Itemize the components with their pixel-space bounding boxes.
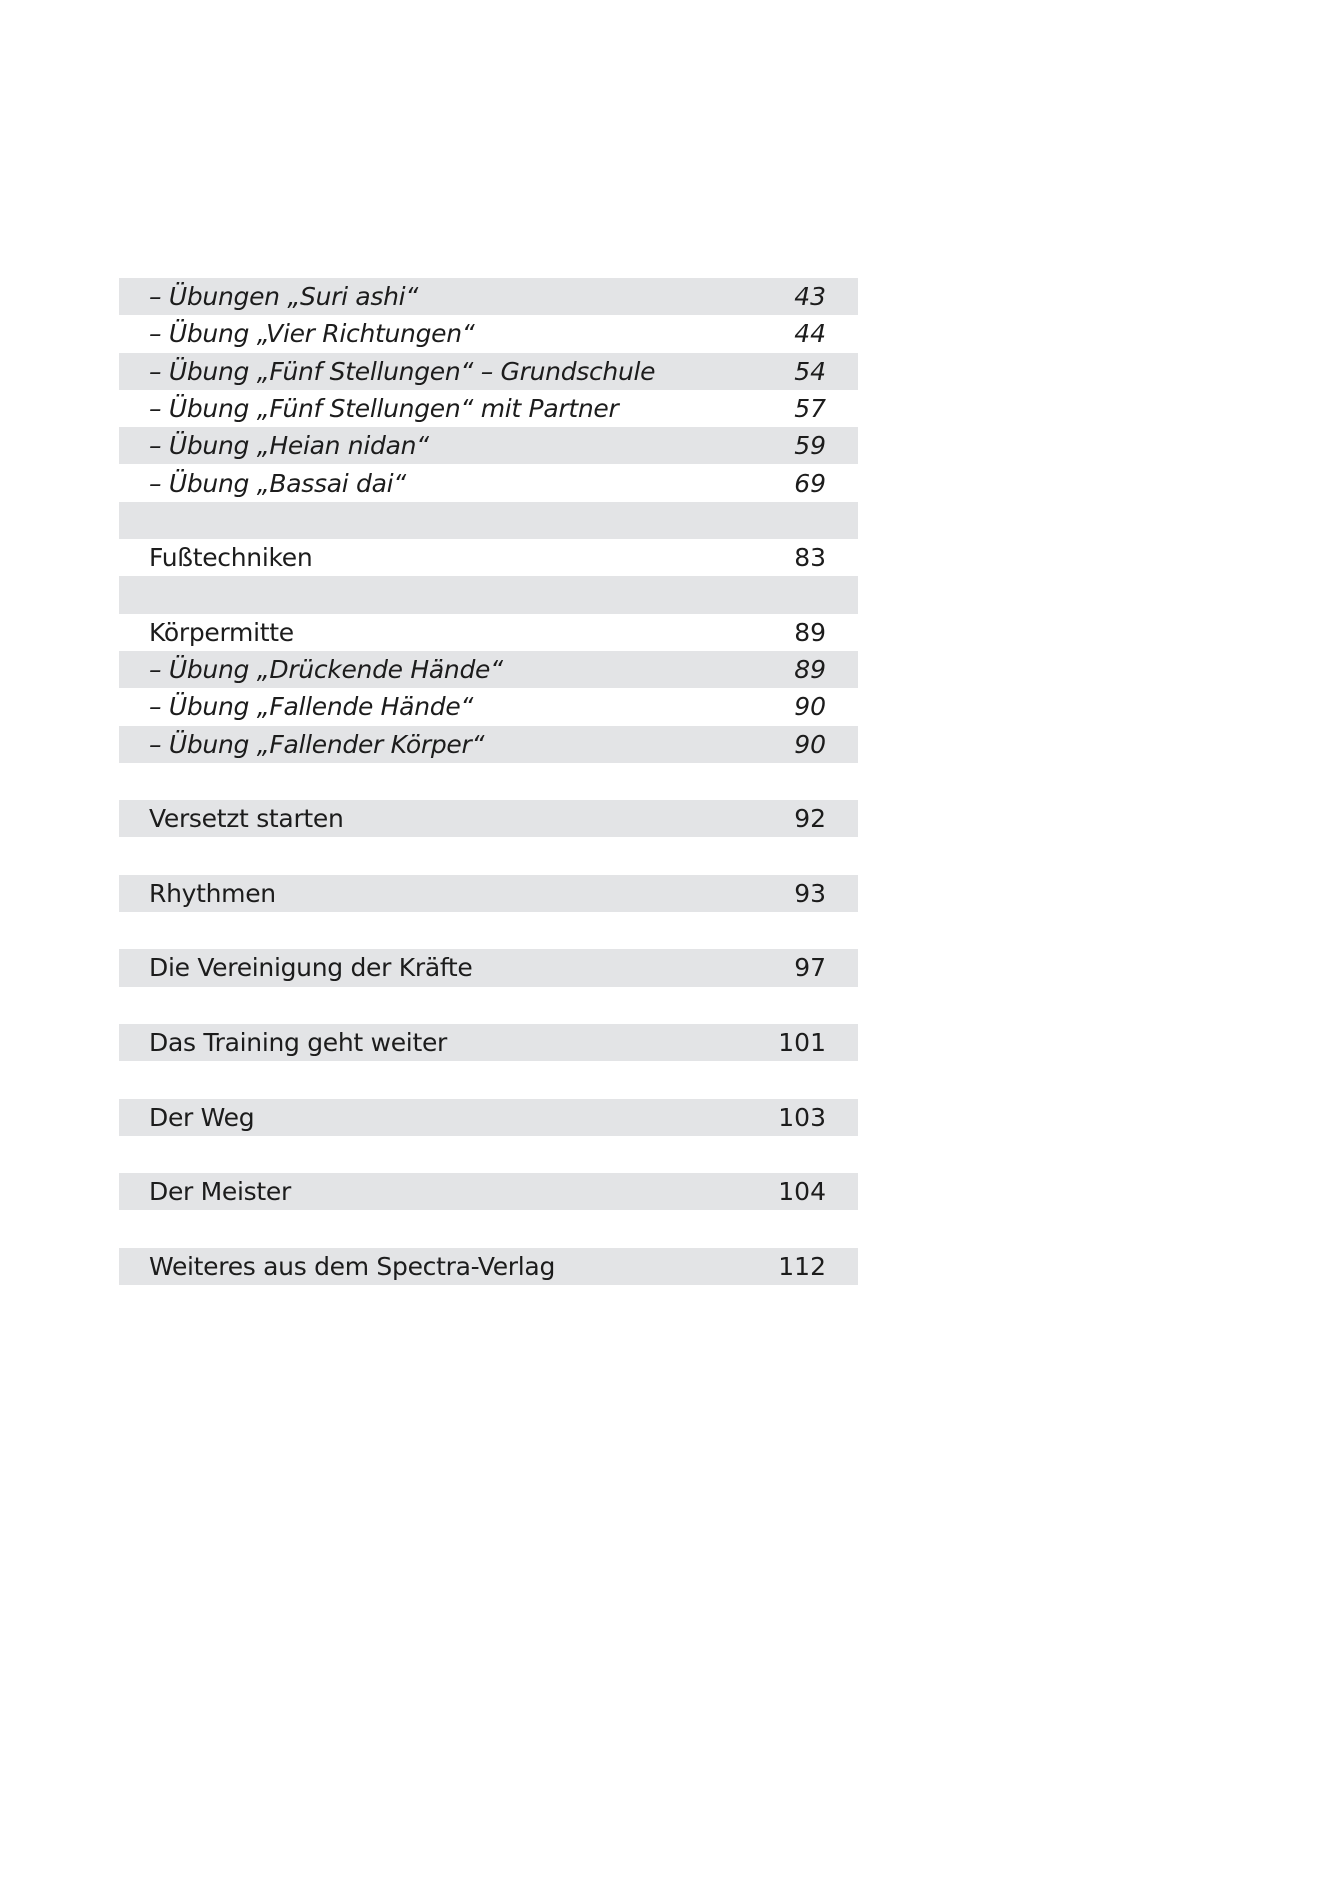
toc-spacer-row (119, 576, 858, 613)
toc-entry-title: – Übung „Fallende Hände“ (149, 692, 474, 722)
toc-spacer-row (119, 1136, 858, 1173)
toc-entry[interactable] (119, 427, 858, 464)
toc-entry[interactable] (119, 800, 858, 837)
toc-entry-page-number: 57 (794, 394, 826, 424)
toc-entry[interactable] (119, 651, 858, 688)
toc-entry-title: Fußtechniken (149, 543, 313, 573)
toc-spacer-row (119, 502, 858, 539)
toc-entry-title: Körpermitte (149, 617, 294, 647)
toc-spacer-row (119, 1061, 858, 1098)
toc-entry-page-number: 97 (794, 953, 826, 983)
toc-entry-title: – Übung „Fallender Körper“ (149, 729, 485, 759)
toc-entry[interactable] (119, 726, 858, 763)
toc-entry[interactable] (119, 1173, 858, 1210)
toc-entry-title: Das Training geht weiter (149, 1028, 448, 1058)
toc-entry-page-number: 103 (778, 1102, 826, 1132)
toc-entry-title: – Übung „Vier Richtungen“ (149, 319, 475, 349)
toc-entry[interactable] (119, 614, 858, 651)
toc-entry[interactable] (119, 278, 858, 315)
toc-entry-page-number: 90 (794, 692, 826, 722)
toc-entry-page-number: 90 (794, 729, 826, 759)
toc-entry[interactable] (119, 390, 858, 427)
toc-entry-page-number: 83 (794, 543, 826, 573)
toc-entry-page-number: 43 (794, 282, 826, 312)
toc-entry-title: Der Meister (149, 1177, 291, 1207)
toc-entry[interactable] (119, 464, 858, 501)
toc-entry-title: – Übung „Fünf Stellungen“ – Grundschule (149, 356, 656, 386)
toc-entry[interactable] (119, 539, 858, 576)
toc-entry-title: – Übung „Fünf Stellungen“ mit Partner (149, 394, 619, 424)
toc-entry-title: Der Weg (149, 1102, 255, 1132)
toc-entry-title: – Übung „Drückende Hände“ (149, 655, 503, 685)
toc-entry[interactable] (119, 949, 858, 986)
toc-entry-page-number: 101 (778, 1028, 826, 1058)
toc-entry[interactable] (119, 1248, 858, 1285)
toc-entry-title: Rhythmen (149, 878, 276, 908)
toc-spacer-row (119, 912, 858, 949)
toc-entry-page-number: 69 (794, 468, 826, 498)
toc-entry-title: – Übungen „Suri ashi“ (149, 282, 418, 312)
toc-entry-page-number: 112 (778, 1251, 826, 1281)
toc-entry[interactable] (119, 875, 858, 912)
toc-spacer-row (119, 987, 858, 1024)
toc-entry-title: Versetzt starten (149, 804, 344, 834)
toc-entry[interactable] (119, 353, 858, 390)
toc-entry-page-number: 93 (794, 878, 826, 908)
toc-spacer-row (119, 1210, 858, 1247)
toc-spacer-row (119, 837, 858, 874)
table-of-contents (119, 278, 858, 1285)
toc-entry[interactable] (119, 688, 858, 725)
toc-entry-page-number: 44 (794, 319, 826, 349)
toc-entry-title: Weiteres aus dem Spectra-Verlag (149, 1251, 556, 1281)
toc-entry-page-number: 59 (794, 431, 826, 461)
toc-entry-page-number: 104 (778, 1177, 826, 1207)
toc-entry-page-number: 89 (794, 655, 826, 685)
toc-entry[interactable] (119, 1024, 858, 1061)
toc-spacer-row (119, 763, 858, 800)
toc-entry-title: – Übung „Bassai dai“ (149, 468, 406, 498)
toc-entry-page-number: 89 (794, 617, 826, 647)
toc-entry[interactable] (119, 1099, 858, 1136)
toc-entry-title: – Übung „Heian nidan“ (149, 431, 429, 461)
toc-entry[interactable] (119, 315, 858, 352)
toc-entry-page-number: 54 (794, 356, 826, 386)
toc-entry-title: Die Vereinigung der Kräfte (149, 953, 473, 983)
toc-entry-page-number: 92 (794, 804, 826, 834)
